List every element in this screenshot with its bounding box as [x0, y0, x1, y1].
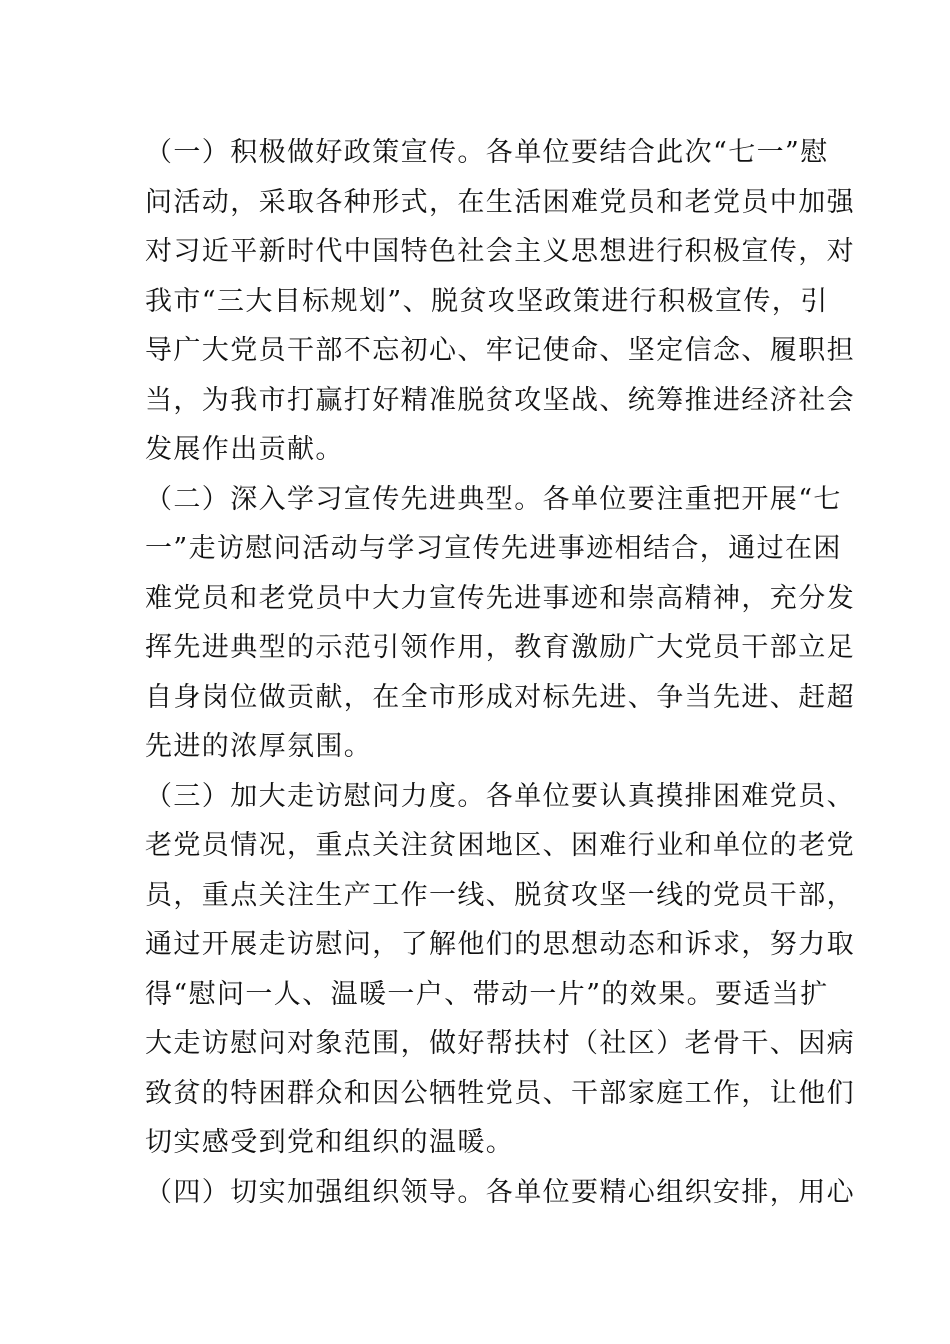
paragraph-line: （二）深入学习宣传先进典型。各单位要注重把开展“七 — [145, 483, 842, 515]
paragraph-line: 先进的浓厚氛围。 — [145, 731, 373, 762]
paragraph-3 — [145, 772, 855, 1168]
paragraph-line: 通过开展走访慰问，了解他们的思想动态和诉求，努力取 — [145, 929, 855, 960]
paragraph-line: 问活动，采取各种形式，在生活困难党员和老党员中加强 — [145, 186, 855, 218]
paragraph-1 — [145, 128, 855, 475]
paragraph-line: 得“慰问一人、温暖一户、带动一片”的效果。要适当扩 — [145, 978, 829, 1010]
paragraph-line: （三）加大走访慰问力度。各单位要认真摸排困难党员、 — [145, 780, 855, 812]
paragraph-line: （四）切实加强组织领导。各单位要精心组织安排，用心 — [145, 1176, 855, 1208]
paragraph-line: （一）积极做好政策宣传。各单位要结合此次“七一”慰 — [145, 137, 829, 168]
paragraph-2 — [145, 475, 855, 772]
paragraph-line: 导广大党员干部不忘初心、牢记使命、坚定信念、履职担 — [145, 335, 855, 366]
paragraph-4 — [145, 1168, 855, 1218]
paragraph-line: 我市“三大目标规划”、脱贫攻坚政策进行积极宣传，引 — [145, 285, 829, 317]
paragraph-line: 老党员情况，重点关注贫困地区、困难行业和单位的老党 — [145, 830, 855, 861]
paragraph-line: 大走访慰问对象范围，做好帮扶村（社区）老骨干、因病 — [145, 1028, 855, 1059]
paragraph-line: 致贫的特困群众和因公牺牲党员、干部家庭工作，让他们 — [145, 1077, 855, 1109]
paragraph-line: 对习近平新时代中国特色社会主义思想进行积极宣传，对 — [145, 236, 855, 267]
paragraph-line: 切实感受到党和组织的温暖。 — [145, 1127, 515, 1158]
paragraph-line: 难党员和老党员中大力宣传先进事迹和崇高精神，充分发 — [145, 582, 855, 614]
paragraph-line: 发展作出贡献。 — [145, 434, 344, 465]
document-body — [145, 128, 855, 1217]
paragraph-line: 当，为我市打赢打好精准脱贫攻坚战、统筹推进经济社会 — [145, 384, 855, 416]
paragraph-line: 自身岗位做贡献，在全市形成对标先进、争当先进、赶超 — [145, 681, 855, 713]
paragraph-line: 挥先进典型的示范引领作用，教育激励广大党员干部立足 — [145, 632, 855, 663]
paragraph-line: 一”走访慰问活动与学习宣传先进事迹相结合，通过在困 — [145, 533, 842, 564]
paragraph-line: 员，重点关注生产工作一线、脱贫攻坚一线的党员干部， — [145, 879, 855, 911]
